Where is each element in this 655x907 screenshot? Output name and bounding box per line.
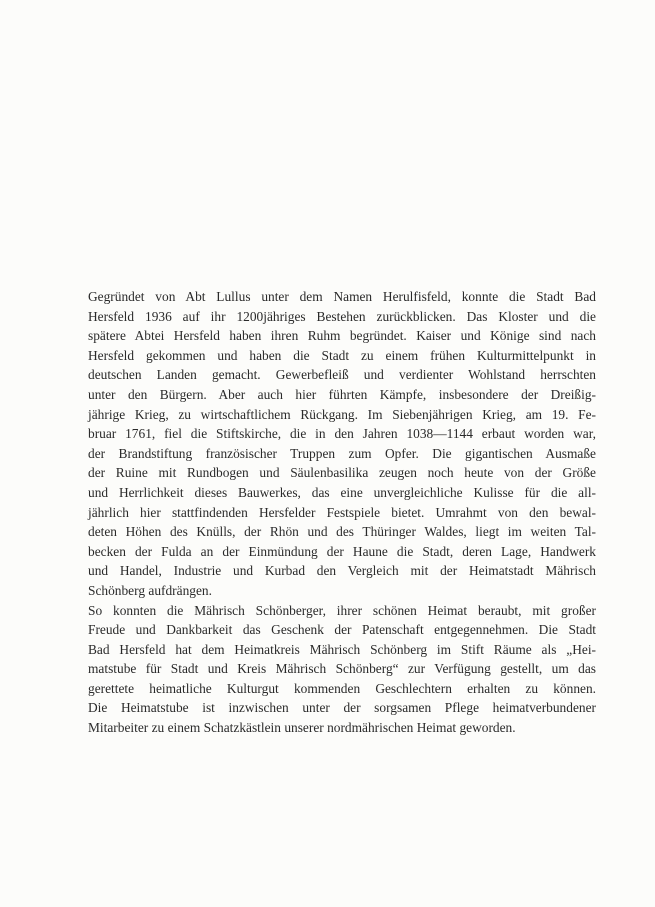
body-text <box>88 287 596 738</box>
text-line: Freude und Dankbarkeit das Geschenk der Patenschaft entgegennehmen. Die Stadt <box>88 622 596 638</box>
paragraph-patronage <box>88 601 596 738</box>
text-line: So konnten die Mährisch Schönberger, ihrer schönen Heimat beraubt, mit großer <box>88 602 596 618</box>
text-line: bruar 1761, fiel die Stiftskirche, die in den Jahren 1038—1144 erbaut worden war, <box>88 426 596 442</box>
text-line: matstube für Stadt und Kreis Mährisch Schönberg“ zur Verfügung gestellt, um das <box>88 661 596 677</box>
text-line: becken der Fulda an der Einmündung der Haune die Stadt, deren Lage, Handwerk <box>88 543 596 559</box>
text-line: und Herrlichkeit dieses Bauwerkes, das eine unvergleichliche Kulisse für die all- <box>88 484 596 500</box>
text-line: jährlich hier stattfindenden Hersfelder Festspiele bietet. Umrahmt von den bewal- <box>88 504 596 520</box>
text-line: Hersfeld 1936 auf ihr 1200jähriges Bestehen zurückblicken. Das Kloster und die <box>88 308 596 324</box>
text-line: Hersfeld gekommen und haben die Stadt zu einem frühen Kulturmittelpunkt in <box>88 347 596 363</box>
text-line: gerettete heimatliche Kulturgut kommenden Geschlechtern erhalten zu können. <box>88 680 596 696</box>
text-line: unter den Bürgern. Aber auch hier führten Kämpfe, insbesondere der Dreißig- <box>88 386 596 402</box>
text-line: Mitarbeiter zu einem Schatzkästlein unserer nordmährischen Heimat geworden. <box>88 720 516 736</box>
text-line: Gegründet von Abt Lullus unter dem Namen Herulfisfeld, konnte die Stadt Bad <box>88 289 596 304</box>
text-line: Bad Hersfeld hat dem Heimatkreis Mährisch Schönberg im Stift Räume als „Hei- <box>88 641 596 657</box>
text-line: und Handel, Industrie und Kurbad den Vergleich mit der Heimatstadt Mährisch <box>88 563 596 579</box>
text-line: deutschen Landen gemacht. Gewerbefleiß und verdienter Wohlstand herrschten <box>88 367 596 383</box>
text-line: jährige Krieg, zu wirtschaftlichem Rückgang. Im Siebenjährigen Krieg, am 19. Fe- <box>88 406 596 422</box>
text-line: deten Höhen des Knülls, der Rhön und des Thüringer Waldes, liegt im weiten Tal- <box>88 524 596 540</box>
text-line: spätere Abtei Hersfeld haben ihren Ruhm begründet. Kaiser und Könige sind nach <box>88 328 596 344</box>
text-line: der Brandstiftung französischer Truppen zum Opfer. Die gigantischen Ausmaße <box>88 445 596 461</box>
text-line: der Ruine mit Rundbogen und Säulenbasilika zeugen noch heute von der Größe <box>88 465 596 481</box>
paragraph-history <box>88 287 596 601</box>
text-line: Die Heimatstube ist inzwischen unter der sorgsamen Pflege heimatverbundener <box>88 700 596 716</box>
text-line: Schönberg aufdrängen. <box>88 582 212 598</box>
